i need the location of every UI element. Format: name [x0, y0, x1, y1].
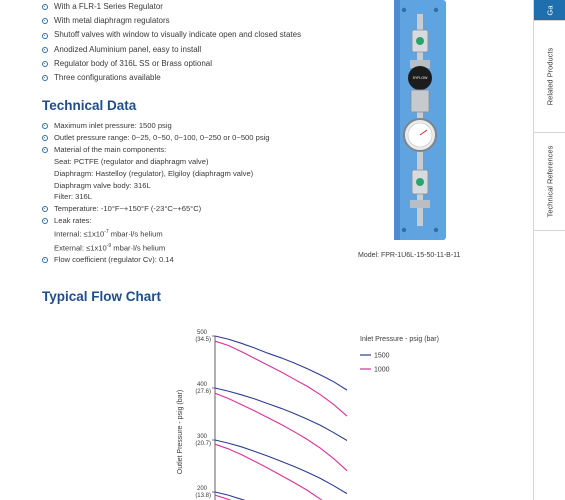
tab-technical-references[interactable]: Technical References [545, 145, 555, 217]
tech-item: Material of the main components: [42, 144, 352, 156]
tab-gas-systems[interactable]: Ga [534, 0, 565, 20]
material-line: Diaphragm: Hastelloy (regulator), Elgiloy (diaphragm valve) [54, 168, 254, 178]
tech-item: Leak rates: [42, 215, 352, 227]
y-tick-label: 200 [196, 486, 207, 492]
flow-line-500-inlet-1500 [215, 336, 347, 390]
feature-item: With metal diaphragm regulators [42, 14, 342, 28]
y-axis-label: Outlet Pressure - psig (bar) [177, 389, 184, 475]
tech-item: Temperature: -10°F~+150°F (-23°C~+65°C) [42, 203, 352, 215]
tech-item: Flow coefficient (regulator Cv): 0.14 [42, 254, 352, 266]
feature-item: Three configurations available [42, 71, 342, 85]
y-tick-label-bar: (20.7) [195, 441, 211, 447]
material-line: Filter: 316L [54, 192, 92, 202]
knob-brand: SYFLOW [412, 76, 428, 80]
feature-item: With a FLR-1 Series Regulator [42, 0, 342, 14]
flow-line-400-inlet-1000 [215, 393, 347, 471]
flow-line-200-inlet-1500 [215, 492, 347, 500]
leak-internal: Internal: $\le 1x10^{-7}$ mbar·l/s helium [54, 229, 163, 239]
y-tick-label-bar: (27.6) [195, 389, 211, 395]
tech-item: Maximum inlet pressure: 1500 psig [42, 120, 352, 132]
flow-line-300-inlet-1500 [215, 440, 347, 494]
sidebar [533, 0, 565, 500]
feature-item: Shutoff valves with window to visually indicate open and closed states [42, 28, 342, 42]
legend-label-1500: 1500 [374, 352, 390, 360]
technical-data-title: Technical Data [42, 98, 137, 113]
legend-label-1000: 1000 [374, 366, 390, 374]
flow-lines [215, 336, 347, 500]
material-line: Diaphragm valve body: 316L [54, 180, 151, 190]
tab-divider [534, 230, 565, 231]
flow-line-300-inlet-1000 [215, 444, 347, 500]
y-tick-label: 500 [196, 330, 207, 336]
leak-external: External: $\le 1x10^{-9}$ mbar·l/s helium [54, 242, 166, 253]
feature-item: Anodized Aluminium panel, easy to install [42, 43, 342, 57]
tech-item: Outlet pressure range: 0~25, 0~50, 0~100, 0~250 or 0~500 psig [42, 132, 352, 144]
y-tick-label: 400 [196, 382, 207, 388]
legend-title: Inlet Pressure - psig (bar) [360, 336, 439, 343]
feature-item: Regulator body of 316L SS or Brass optional [42, 57, 342, 71]
flow-line-400-inlet-1500 [215, 388, 347, 441]
tab-related-products[interactable]: Related Products [545, 47, 555, 105]
y-tick-label-bar: (13.8) [195, 493, 211, 499]
y-tick-label-bar: (34.5) [195, 337, 211, 343]
y-tick-label: 300 [196, 434, 207, 440]
y-ticks [195, 330, 215, 500]
material-line: Seat: PCTFE (regulator and diaphragm valve) [54, 156, 209, 166]
flow-chart-title: Typical Flow Chart [42, 289, 162, 304]
model-caption: Model: FPR-1U6L-15-50-11-B-11 [358, 252, 461, 259]
